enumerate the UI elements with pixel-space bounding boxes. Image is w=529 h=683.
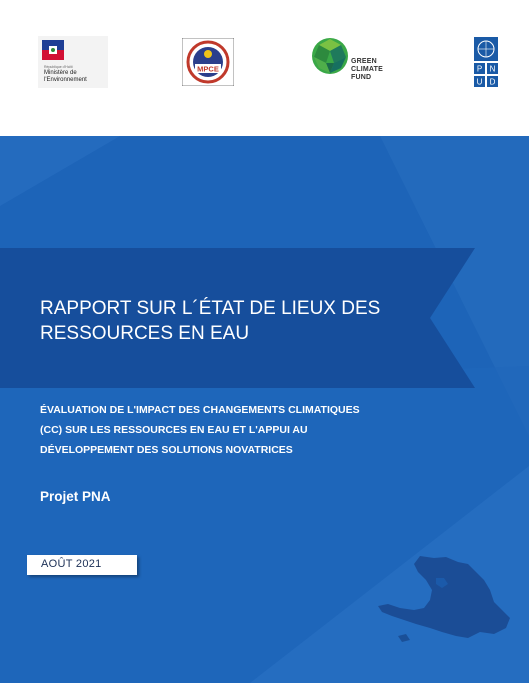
green-climate-fund-text bbox=[351, 58, 383, 82]
report-subtitle bbox=[40, 400, 400, 460]
mpce-logo-text: MPCE bbox=[197, 64, 219, 74]
undp-letter-u: U bbox=[476, 77, 483, 87]
haiti-map-icon bbox=[376, 554, 514, 646]
ministry-environment-logo bbox=[38, 36, 108, 88]
undp-letter-p: P bbox=[476, 64, 483, 74]
gcf-line-3: FUND bbox=[351, 74, 372, 81]
haiti-flag-icon bbox=[42, 40, 64, 60]
date-text: AOÛT 2021 bbox=[41, 558, 102, 570]
report-subtitle-line1: ÉVALUATION DE L'IMPACT DES CHANGEMENTS CLIMATIQUES bbox=[40, 404, 360, 416]
undp-letter-n: N bbox=[489, 64, 496, 74]
report-subtitle-line2: (CC) SUR LES RESSOURCES EN EAU ET L'APPUI AU bbox=[40, 424, 308, 436]
report-title-line1: RAPPORT SUR L´ÉTAT DE LIEUX DES bbox=[40, 298, 381, 319]
report-title bbox=[40, 296, 440, 346]
mpce-logo bbox=[182, 38, 234, 86]
ministry-line1: Ministère de bbox=[44, 70, 77, 76]
report-title-line2: RESSOURCES EN EAU bbox=[40, 323, 250, 344]
ministry-small-text: République d'Haïti bbox=[44, 65, 73, 69]
green-climate-fund-globe-icon bbox=[311, 37, 349, 75]
undp-logo bbox=[474, 37, 498, 87]
date-label bbox=[27, 555, 137, 575]
report-subtitle-line3: DÉVELOPPEMENT DES SOLUTIONS NOVATRICES bbox=[40, 444, 293, 456]
logo-header bbox=[0, 0, 529, 136]
gcf-line-2: CLIMATE bbox=[351, 66, 383, 73]
cover-panel bbox=[0, 136, 529, 683]
gcf-line-1: GREEN bbox=[351, 58, 377, 65]
ministry-line2: l'Environnement bbox=[44, 77, 87, 83]
undp-letter-d: D bbox=[489, 77, 496, 87]
project-name: Projet PNA bbox=[40, 489, 111, 504]
